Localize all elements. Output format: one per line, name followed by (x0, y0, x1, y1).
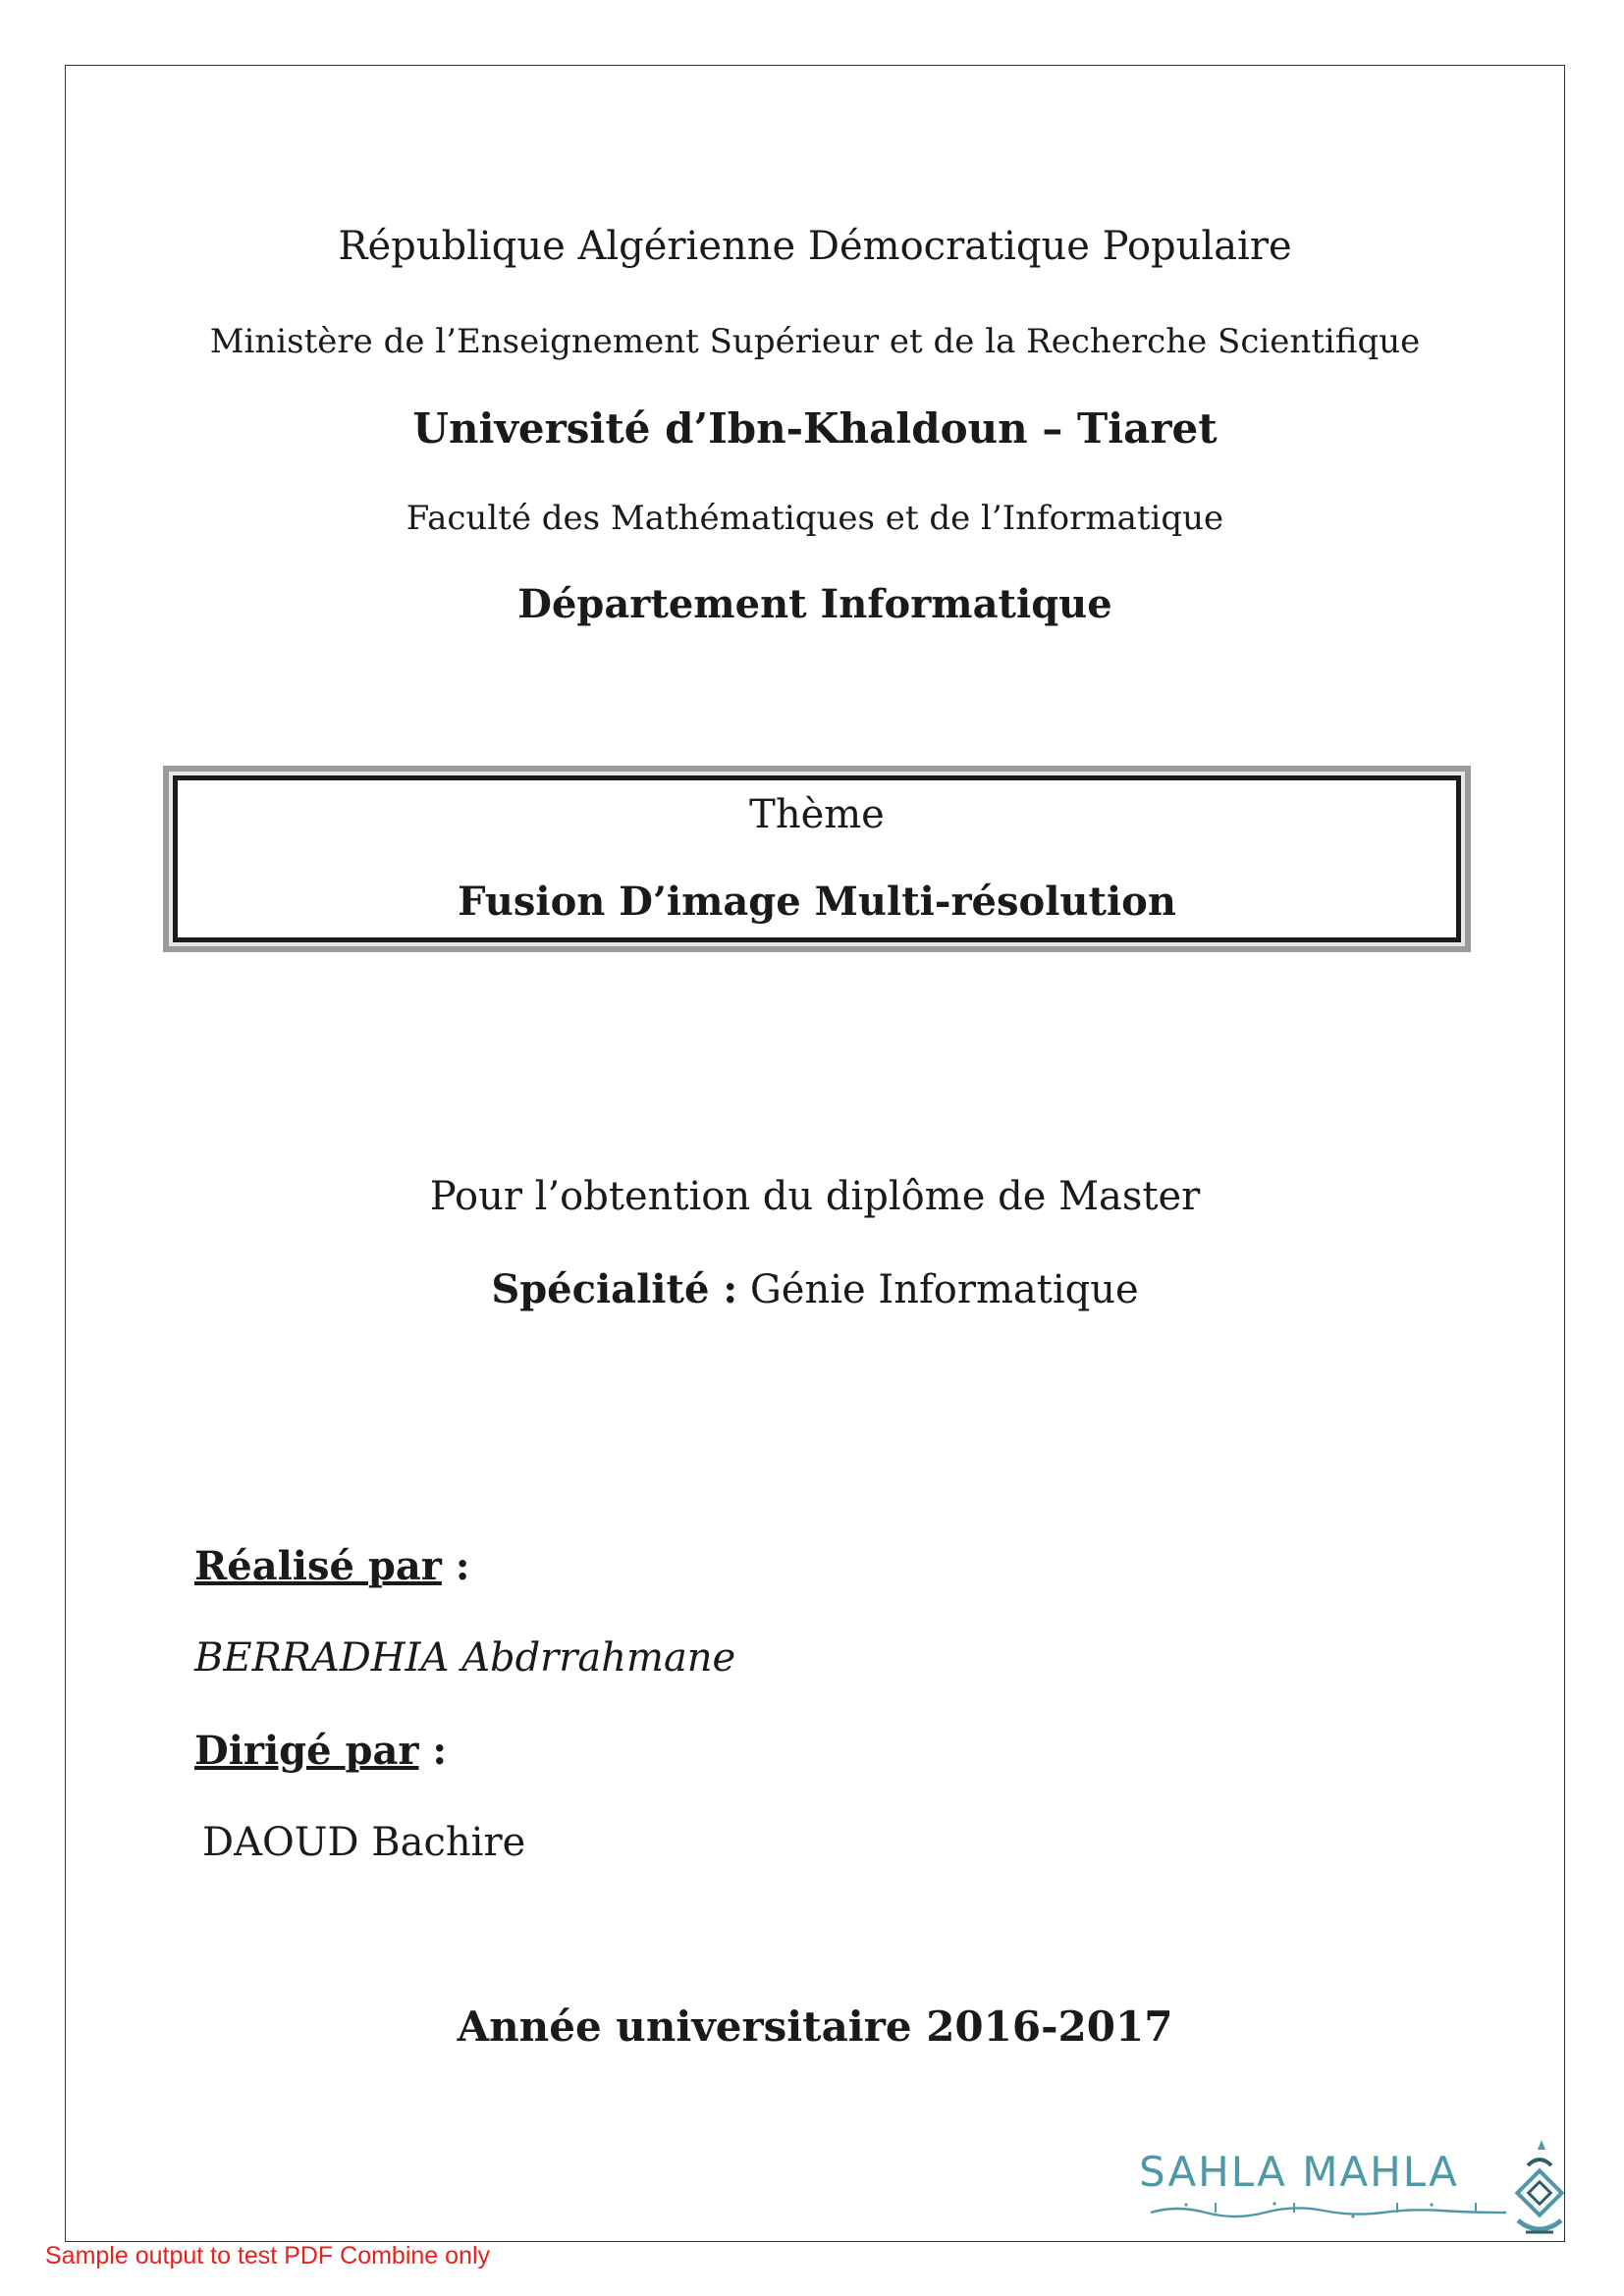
logo-name: SAHLA MAHLA (1139, 2148, 1459, 2196)
director-name: DAOUD Bachire (202, 1820, 526, 1865)
theme-title: Fusion D’image Multi-résolution (458, 879, 1176, 925)
speciality-line (65, 1266, 1565, 1312)
dirige-label: Dirigé par (194, 1728, 419, 1774)
theme-label: Thème (749, 792, 885, 837)
degree-statement: Pour l’obtention du diplôme de Master (429, 1174, 1201, 1219)
sahla-mahla-logo (1139, 2136, 1571, 2244)
author-name: BERRADHIA Abdrrahmane (194, 1635, 736, 1681)
republic-title: République Algérienne Démocratique Populaire (338, 224, 1292, 269)
university-title: Université d’Ibn-Khaldoun – Tiaret (412, 404, 1218, 453)
sample-output-note: Sample output to test PDF Combine only (45, 2242, 491, 2269)
calligraphy-mark-icon (1512, 2136, 1567, 2244)
speciality-value: Génie Informatique (737, 1267, 1139, 1312)
realise-colon: : (441, 1543, 470, 1589)
realise-label: Réalisé par (194, 1543, 442, 1589)
theme-box (163, 766, 1471, 952)
speciality-label: Spécialité : (491, 1266, 738, 1312)
dirige-colon: : (418, 1728, 448, 1774)
academic-year: Année universitaire 2016-2017 (457, 2002, 1173, 2051)
department-title: Département Informatique (517, 581, 1112, 627)
faculty-title: Faculté des Mathématiques et de l’Informatique (406, 499, 1224, 538)
realise-heading (194, 1543, 470, 1589)
ministry-title: Ministère de l’Enseignement Supérieur et de la Recherche Scientifique (209, 322, 1421, 361)
page-border (65, 65, 1565, 2242)
dirige-heading (194, 1728, 447, 1774)
logo-arabic-subtitle (1147, 2201, 1510, 2218)
